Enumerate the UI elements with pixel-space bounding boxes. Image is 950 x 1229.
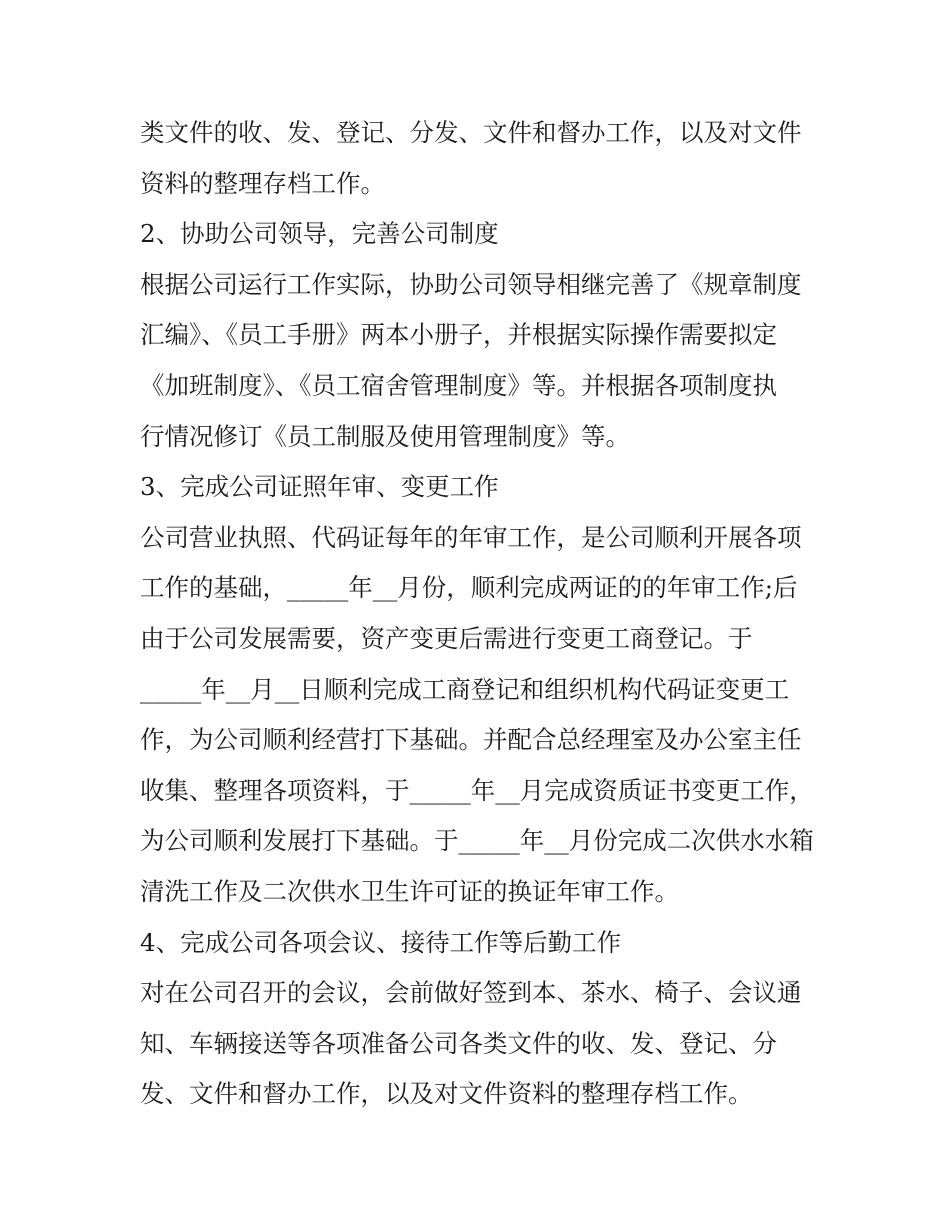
- text-line: 收集、整理各项资料，于_____年__月完成资质证书变更工作，: [140, 775, 814, 805]
- text-line: 公司营业执照、代码证每年的年审工作，是公司顺利开展各项: [140, 522, 802, 552]
- text-line: 由于公司发展需要，资产变更后需进行变更工商登记。于: [140, 623, 753, 653]
- text-line: 对在公司召开的会议，会前做好签到本、茶水、椅子、会议通: [140, 978, 802, 1008]
- text-line: 资料的整理存档工作。: [140, 168, 385, 198]
- section-heading: 4、完成公司各项会议、接待工作等后勤工作: [140, 927, 622, 957]
- text-line: 类文件的收、发、登记、分发、文件和督办工作，以及对文件: [140, 118, 802, 147]
- text-line: 清洗工作及二次供水卫生许可证的换证年审工作。: [140, 876, 679, 906]
- text-line: 汇编》、《员工手册》两本小册子，并根据实际操作需要拟定: [140, 320, 777, 350]
- section-heading: 2、协助公司领导，完善公司制度: [140, 219, 499, 249]
- document-body: [140, 108, 820, 1120]
- text-line: 行情况修订《员工制服及使用管理制度》等。: [140, 421, 630, 451]
- section-heading: 3、完成公司证照年审、变更工作: [140, 472, 499, 502]
- text-line: 知、车辆接送等各项准备公司各类文件的收、发、登记、分: [140, 1028, 777, 1058]
- text-line: 发、文件和督办工作，以及对文件资料的整理存档工作。: [140, 1079, 753, 1109]
- text-line: 作，为公司顺利经营打下基础。并配合总经理室及办公室主任: [140, 725, 802, 755]
- text-line: 根据公司运行工作实际，协助公司领导相继完善了《规章制度: [140, 269, 802, 299]
- text-line: 工作的基础，_____年__月份，顺利完成两证的的年审工作;后: [140, 573, 798, 603]
- text-line: 《加班制度》、《员工宿舍管理制度》等。并根据各项制度执: [140, 370, 777, 400]
- text-line: 为公司顺利发展打下基础。于_____年__月份完成二次供水水箱: [140, 826, 814, 856]
- text-line: _____年__月__日顺利完成工商登记和组织机构代码证变更工: [140, 674, 790, 704]
